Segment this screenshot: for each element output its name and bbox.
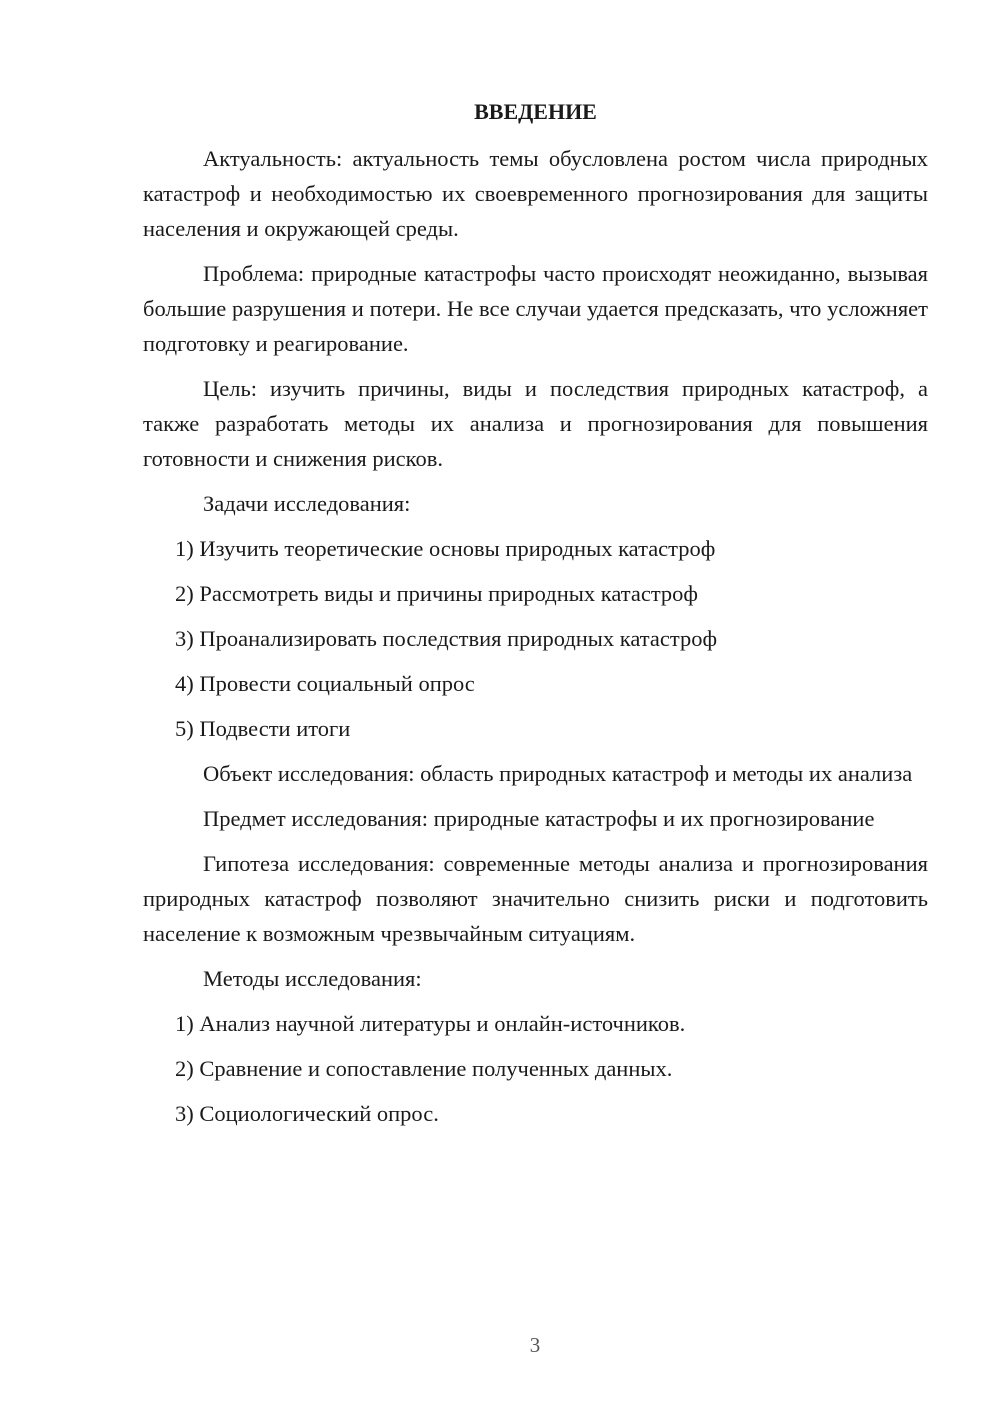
relevance-paragraph: Актуальность: актуальность темы обусловлена ростом числа природных катастроф и необходимостью их своевременного прогнозирования для защиты населения и окружающей среды. — [143, 146, 928, 241]
list-item: 1) Анализ научной литературы и онлайн-источников. — [175, 1011, 686, 1036]
page-title: ВВЕДЕНИЕ — [474, 99, 597, 124]
goal-paragraph: Цель: изучить причины, виды и последствия природных катастроф, а также разработать методы их анализа и прогнозирования для повышения готовности и снижения рисков. — [143, 376, 928, 471]
hypothesis-paragraph: Гипотеза исследования: современные методы анализа и прогнозирования природных катастроф позволяют значительно снизить риски и подготовить население к возможным чрезвычайным ситуациям. — [143, 851, 928, 946]
tasks-title: Задачи исследования: — [203, 491, 411, 516]
subject-paragraph: Предмет исследования: природные катастрофы и их прогнозирование — [203, 806, 875, 831]
list-item: 3) Социологический опрос. — [175, 1101, 439, 1126]
tasks-list — [143, 531, 928, 746]
methods-title: Методы исследования: — [203, 966, 422, 991]
list-item: 4) Провести социальный опрос — [175, 671, 475, 696]
list-item: 2) Сравнение и сопоставление полученных данных. — [175, 1056, 673, 1081]
problem-paragraph: Проблема: природные катастрофы часто происходят неожиданно, вызывая большие разрушения и потери. Не все случаи удается предсказать, что усложняет подготовку и реагирование. — [143, 261, 928, 356]
object-paragraph: Объект исследования: область природных катастроф и методы их анализа — [203, 761, 913, 786]
list-item: 2) Рассмотреть виды и причины природных катастроф — [175, 581, 699, 606]
page-number: 3 — [529, 1333, 541, 1357]
methods-list — [143, 1006, 928, 1131]
page-content — [143, 94, 928, 1141]
list-item: 3) Проанализировать последствия природных катастроф — [175, 626, 718, 651]
list-item: 5) Подвести итоги — [175, 716, 351, 741]
list-item: 1) Изучить теоретические основы природных катастроф — [175, 536, 716, 561]
